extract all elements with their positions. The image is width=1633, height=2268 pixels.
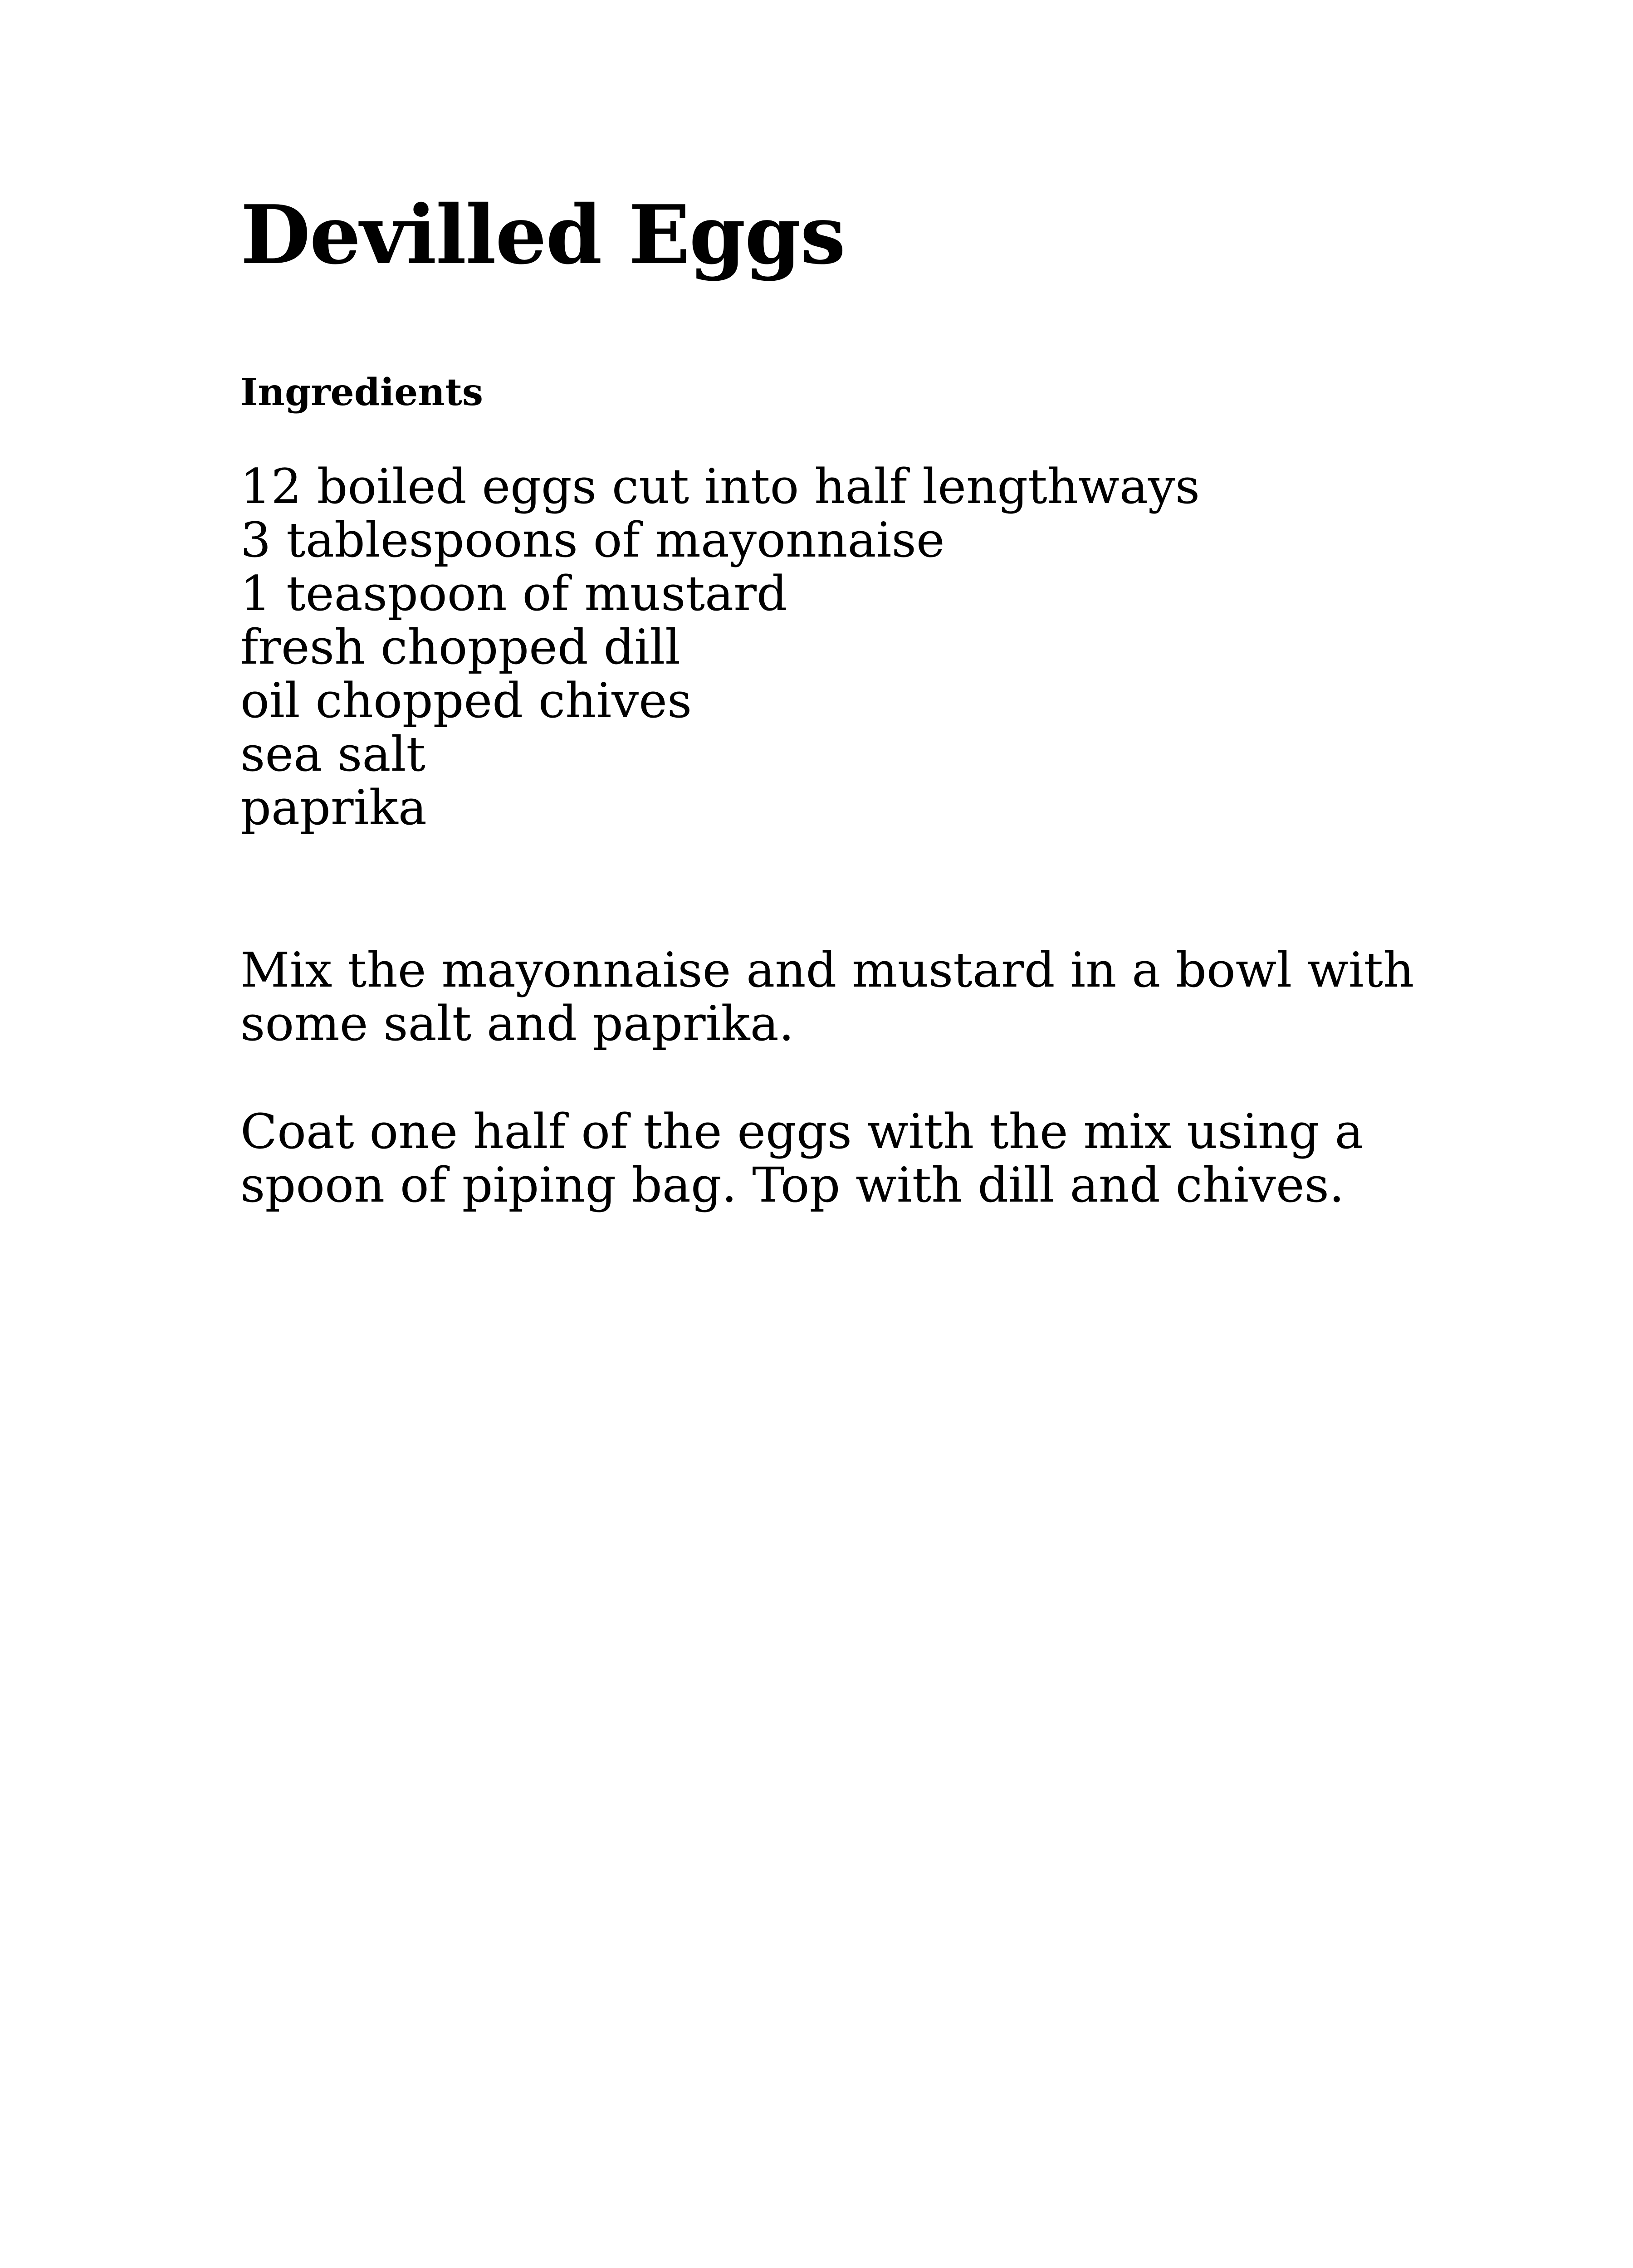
ingredient-item: sea salt	[240, 726, 426, 782]
ingredients-list	[240, 460, 1511, 835]
ingredient-item: oil chopped chives	[240, 673, 692, 729]
method-steps	[240, 943, 1511, 1212]
ingredient-item: paprika	[240, 780, 427, 836]
ingredient-item: fresh chopped dill	[240, 619, 680, 675]
method-step: Coat one half of the eggs with the mix using a spoon of piping bag. Top with dill and chives.	[240, 1104, 1364, 1213]
recipe-content	[240, 187, 1511, 1266]
ingredient-item: 12 boiled eggs cut into half lengthways	[240, 459, 1200, 515]
ingredient-item: 3 tablespoons of mayonnaise	[240, 512, 945, 568]
ingredient-item: 1 teaspoon of mustard	[240, 566, 787, 622]
method-step: Mix the mayonnaise and mustard in a bowl with some salt and paprika.	[240, 942, 1414, 1052]
recipe-title: Devilled Eggs	[240, 187, 845, 282]
ingredients-heading: Ingredients	[240, 370, 484, 414]
